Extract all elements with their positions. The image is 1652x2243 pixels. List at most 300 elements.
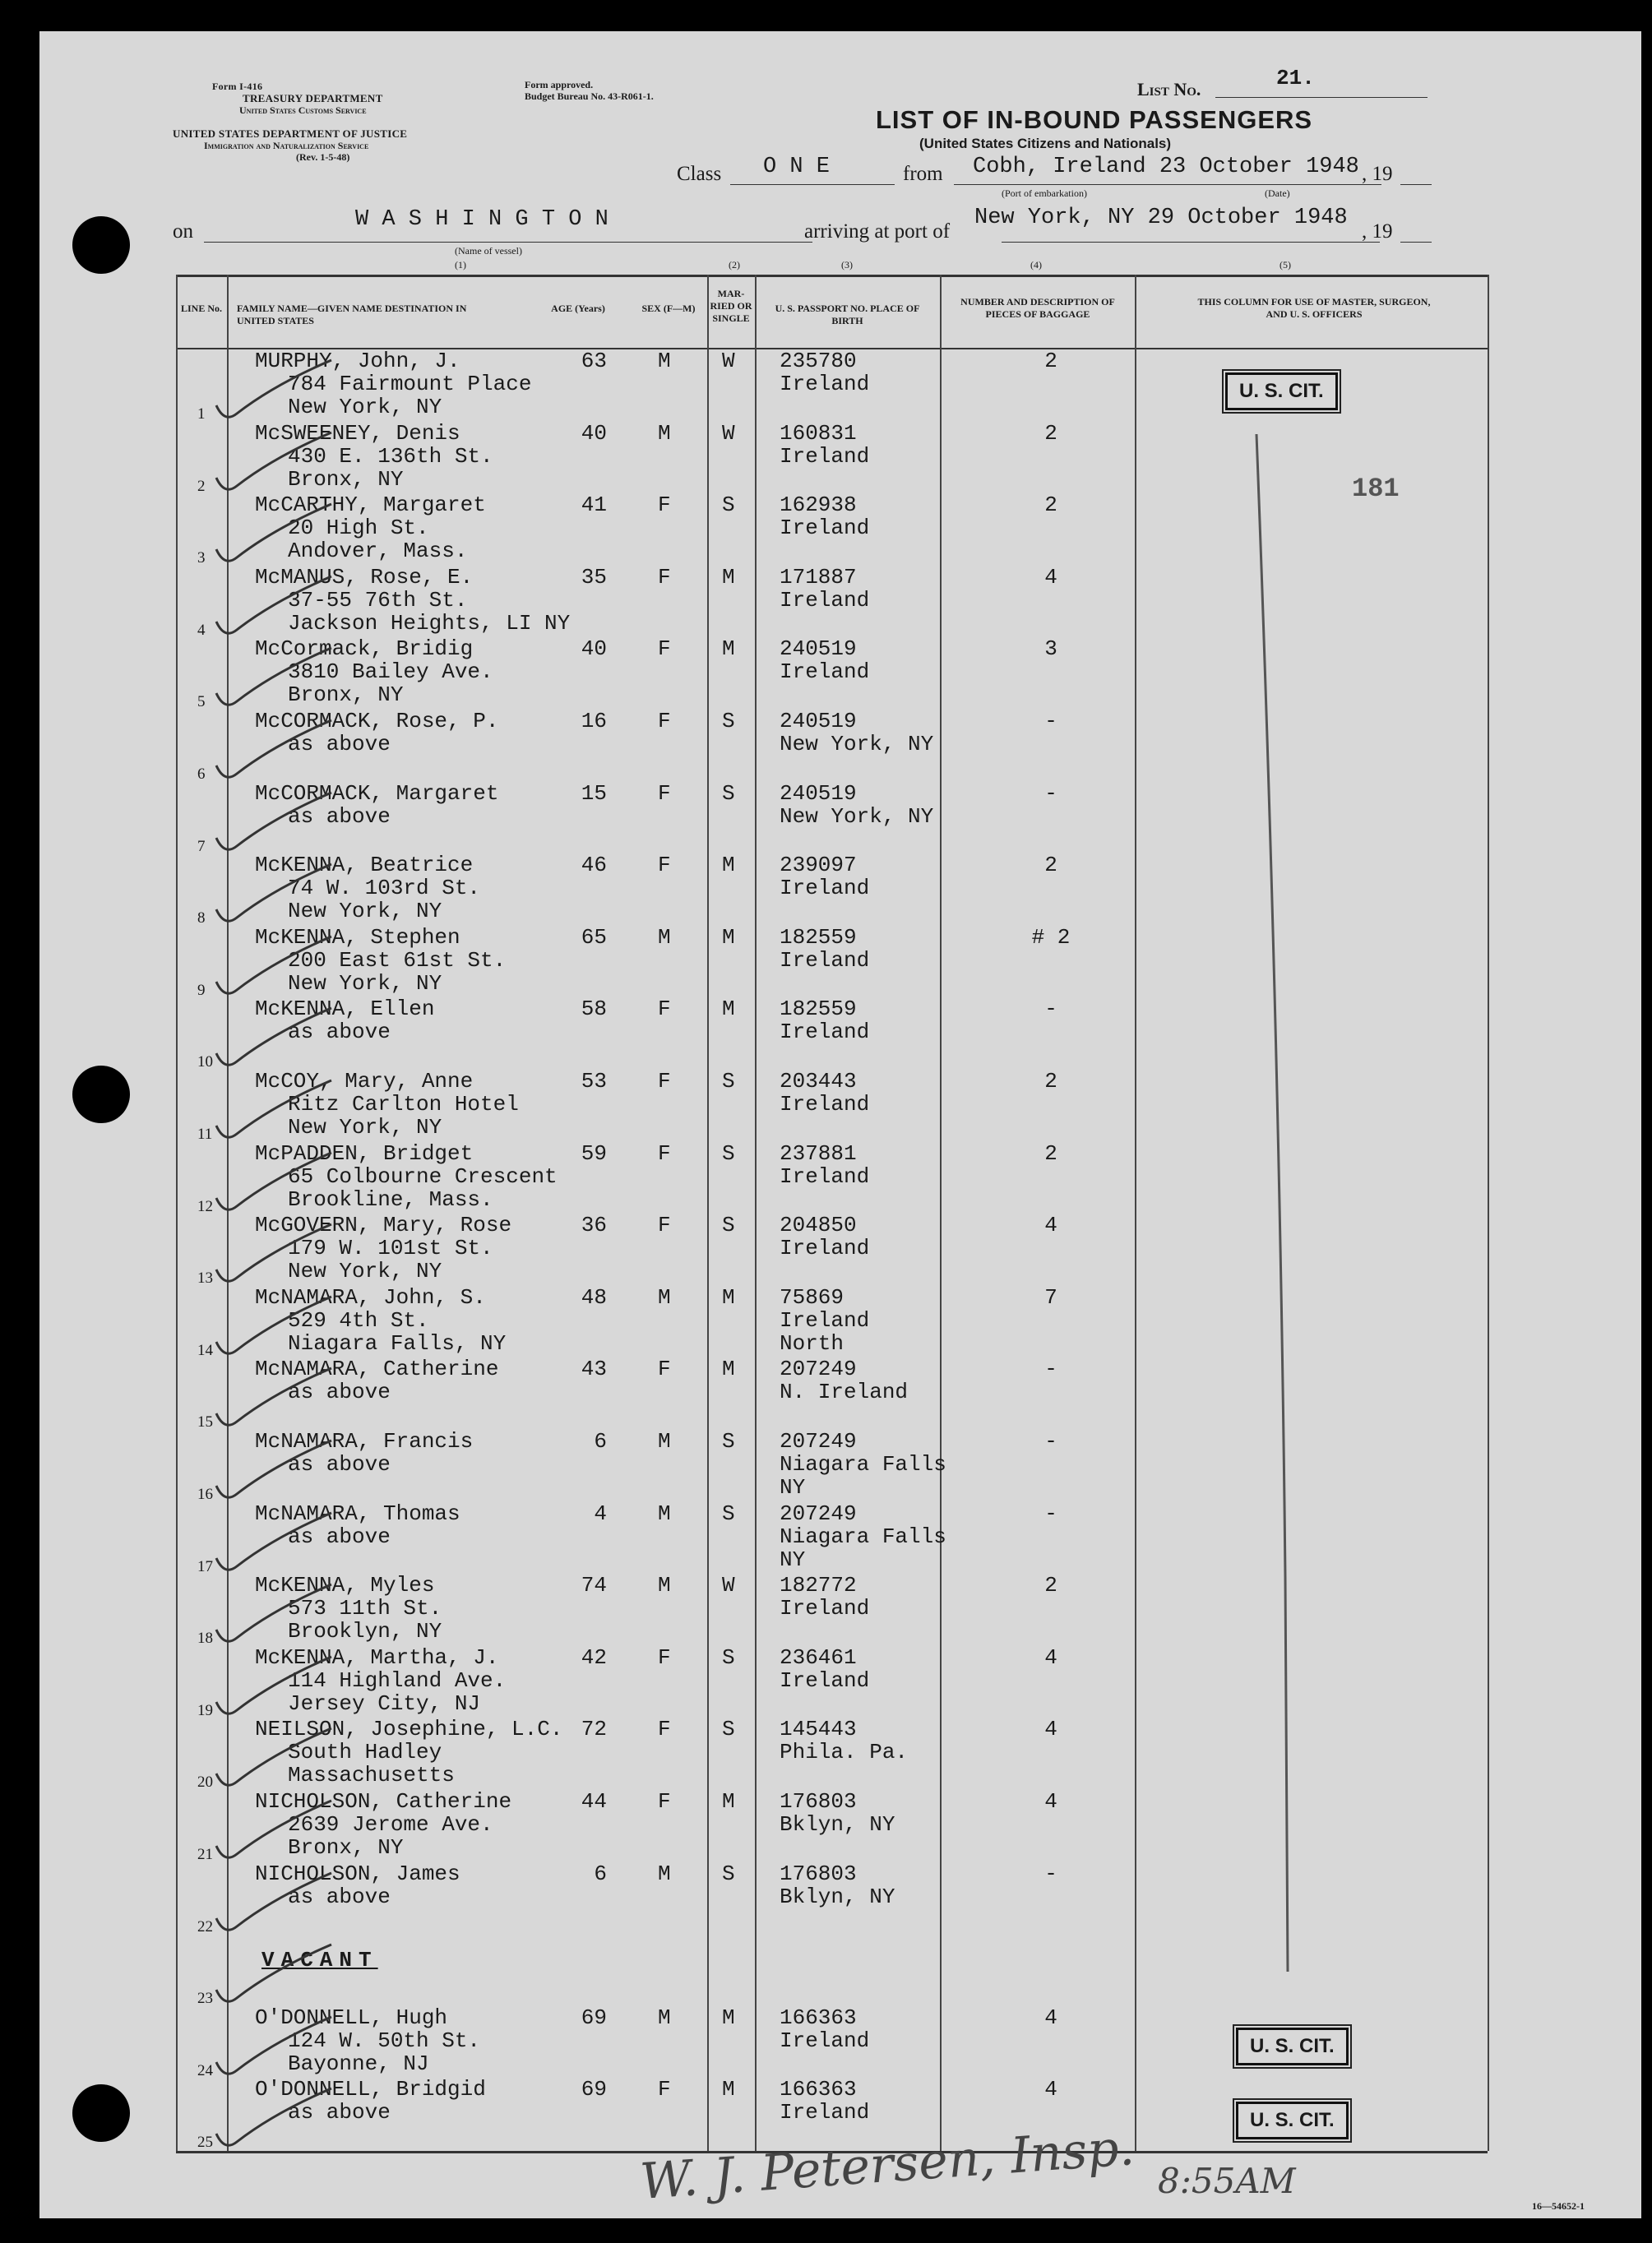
- age-value: 59: [581, 1140, 607, 1166]
- passenger-name: McCORMACK, Rose, P.: [255, 709, 499, 733]
- vessel-caption: (Name of vessel): [455, 245, 522, 257]
- baggage-count: 2: [1044, 493, 1057, 518]
- address-line-1: 784 Fairmount Place: [288, 372, 532, 396]
- age-value: 36: [581, 1213, 607, 1238]
- baggage-count: 2: [1044, 420, 1057, 446]
- sex-value: M: [658, 1429, 671, 1454]
- marital-status: M: [722, 1357, 735, 1382]
- address-line-1: 529 4th St.: [288, 1307, 429, 1333]
- check-mark-icon: [208, 500, 340, 574]
- passenger-name: McMANUS, Rose, E.: [255, 564, 474, 590]
- table-row: [39, 1068, 1641, 1143]
- address-line-2: Bronx, NY: [288, 1835, 404, 1860]
- passport-number: 176803: [780, 1861, 857, 1886]
- line-number: 16: [197, 1486, 213, 1503]
- table-row: [39, 924, 1641, 997]
- check-mark-icon: [208, 1076, 340, 1150]
- sex-value: F: [658, 1357, 671, 1382]
- col-num-2: (2): [729, 259, 740, 271]
- table-row: [39, 1501, 1641, 1573]
- line-number: 7: [197, 837, 206, 855]
- passport-number: 240519: [780, 780, 857, 806]
- table-row: [39, 852, 1641, 927]
- place-of-birth: Ireland: [780, 1092, 870, 1117]
- table-row: [39, 1788, 1641, 1861]
- check-mark-icon: [208, 572, 340, 646]
- address-line-1: as above: [288, 1524, 391, 1549]
- marital-status: M: [722, 2077, 735, 2102]
- age-value: 16: [581, 709, 607, 733]
- marital-status: S: [722, 1140, 735, 1166]
- arriving-label: arriving at port of: [804, 220, 951, 243]
- passport-number: 207249: [780, 1429, 857, 1454]
- address-line-1: as above: [288, 803, 391, 829]
- address-line-1: South Hadley: [288, 1740, 442, 1765]
- line-number: 18: [197, 1630, 213, 1648]
- sex-value: F: [658, 2077, 671, 2102]
- address-line-2: New York, NY: [288, 395, 442, 419]
- age-value: 48: [581, 1284, 607, 1310]
- line-number: 5: [197, 693, 206, 711]
- address-line-1: as above: [288, 2100, 391, 2125]
- line-number: 8: [197, 909, 206, 927]
- sex-value: F: [658, 709, 671, 733]
- immigration-service: Immigration and Naturalization Service: [204, 140, 369, 151]
- check-mark-icon: [208, 1580, 340, 1654]
- passenger-name: McNAMARA, Thomas: [255, 1501, 460, 1526]
- table-row: [39, 996, 1641, 1071]
- table-row: [39, 780, 1641, 853]
- address-line-1: 3810 Bailey Ave.: [288, 659, 493, 685]
- baggage-count: 2: [1044, 1573, 1057, 1598]
- age-value: 63: [581, 349, 607, 373]
- sex-value: F: [658, 1717, 671, 1742]
- line-number: 6: [197, 765, 206, 783]
- sex-value: M: [658, 1861, 671, 1886]
- check-mark-icon: [208, 1436, 340, 1510]
- passenger-name: NICHOLSON, James: [255, 1861, 460, 1886]
- table-row: [39, 1932, 1641, 2008]
- col-num-4: (4): [1030, 259, 1042, 271]
- table-row: [39, 1572, 1641, 1648]
- passport-number: 207249: [780, 1357, 857, 1382]
- revision: (Rev. 1-5-48): [296, 151, 350, 163]
- address-line-2: Andover, Mass.: [288, 539, 468, 564]
- passenger-name: NEILSON, Josephine, L.C.: [255, 1717, 563, 1742]
- table-row: [39, 348, 1641, 423]
- marital-status: M: [722, 2005, 735, 2030]
- marital-status: M: [722, 636, 735, 662]
- signature-time: 8:55AM: [1158, 2161, 1296, 2201]
- sex-value: F: [658, 1140, 671, 1166]
- line-number: 21: [197, 1846, 213, 1863]
- justice-dept: UNITED STATES DEPARTMENT OF JUSTICE: [173, 127, 408, 140]
- sex-value: M: [658, 924, 671, 950]
- marital-status: M: [722, 1789, 735, 1814]
- line-number: 11: [197, 1126, 213, 1143]
- line-number: 13: [197, 1269, 213, 1288]
- address-line-2: New York, NY: [288, 970, 442, 996]
- address-line-2: Brookline, Mass.: [288, 1186, 493, 1212]
- baggage-count: -: [1044, 780, 1057, 806]
- check-mark-icon: [208, 1220, 340, 1294]
- line-number: 12: [197, 1197, 213, 1215]
- punch-hole-bottom: [72, 2084, 130, 2142]
- address-line-1: 124 W. 50th St.: [288, 2028, 481, 2053]
- address-line-2: Bayonne, NJ: [288, 2051, 429, 2076]
- age-value: 65: [581, 924, 607, 950]
- passport-number: 171887: [780, 564, 857, 590]
- age-value: 74: [581, 1573, 607, 1598]
- place-of-birth: Ireland: [780, 1163, 870, 1189]
- table-row: [39, 636, 1641, 711]
- col-header-officers: THIS COLUMN FOR USE OF MASTER, SURGEON, AND U. S. OFFICERS: [1197, 296, 1431, 320]
- list-no-value: 21.: [1276, 66, 1315, 90]
- marital-status: S: [722, 709, 735, 733]
- check-mark-icon: [208, 1940, 340, 2014]
- marital-status: S: [722, 1429, 735, 1454]
- line-number: 22: [197, 1917, 213, 1935]
- place-of-birth: Ireland: [780, 1596, 870, 1621]
- marital-status: M: [722, 997, 735, 1022]
- check-mark-icon: [208, 1797, 340, 1871]
- marital-status: S: [722, 493, 735, 518]
- col-num-1: (1): [455, 259, 466, 271]
- place-of-birth: Ireland: [780, 372, 870, 396]
- table-row: [39, 2076, 1641, 2152]
- passenger-name: O'DONNELL, Bridgid: [255, 2077, 486, 2102]
- marital-status: S: [722, 1717, 735, 1742]
- baggage-count: -: [1044, 1861, 1057, 1886]
- place-of-birth: Ireland: [780, 947, 870, 973]
- place-of-birth: Ireland: [780, 516, 870, 541]
- age-value: 35: [581, 564, 607, 590]
- address-line-2: New York, NY: [288, 899, 442, 924]
- line-number: 23: [197, 1990, 213, 2008]
- sex-value: M: [658, 420, 671, 446]
- sex-value: M: [658, 1284, 671, 1310]
- age-value: 40: [581, 420, 607, 446]
- baggage-count: 4: [1044, 1644, 1057, 1670]
- passport-number: 237881: [780, 1140, 857, 1166]
- passport-number: 203443: [780, 1069, 857, 1094]
- vacant-label: VACANT: [261, 1948, 378, 1973]
- baggage-count: 4: [1044, 1789, 1057, 1814]
- margin-number: 181: [1352, 474, 1400, 504]
- passport-number: 145443: [780, 1717, 857, 1742]
- age-value: 43: [581, 1357, 607, 1382]
- sex-value: F: [658, 564, 671, 590]
- port-embark-caption: (Port of embarkation): [1002, 187, 1087, 199]
- place-of-birth: Ireland: [780, 876, 870, 901]
- address-line-2: Massachusetts: [288, 1763, 455, 1788]
- address-line-1: 65 Colbourne Crescent: [288, 1163, 558, 1189]
- address-line-2: Bronx, NY: [288, 682, 404, 708]
- passport-number: 75869: [780, 1284, 845, 1310]
- check-mark-icon: [208, 1869, 340, 1943]
- passenger-name: McKENNA, Beatrice: [255, 853, 474, 878]
- punch-hole-middle: [72, 1066, 130, 1123]
- line-number: 15: [197, 1413, 213, 1431]
- marital-status: S: [722, 1644, 735, 1670]
- passport-number: 240519: [780, 636, 857, 662]
- passport-number: 204850: [780, 1213, 857, 1238]
- table-row: [39, 1861, 1641, 1933]
- sex-value: F: [658, 997, 671, 1022]
- marital-status: S: [722, 1069, 735, 1094]
- passenger-name: McCORMACK, Margaret: [255, 780, 499, 806]
- address-line-1: 74 W. 103rd St.: [288, 876, 481, 901]
- age-value: 6: [594, 1861, 607, 1886]
- age-value: 42: [581, 1644, 607, 1670]
- line-number: 14: [197, 1341, 213, 1359]
- check-mark-icon: [208, 716, 340, 790]
- line-number: 1: [197, 405, 206, 423]
- table-row: [39, 1212, 1641, 1288]
- address-line-1: as above: [288, 1884, 391, 1909]
- age-value: 6: [594, 1429, 607, 1454]
- line-number: 4: [197, 621, 206, 639]
- marital-status: M: [722, 924, 735, 950]
- marital-status: M: [722, 564, 735, 590]
- address-line-1: Ritz Carlton Hotel: [288, 1092, 519, 1117]
- line-number: 9: [197, 981, 206, 999]
- passport-number: 166363: [780, 2077, 857, 2102]
- check-mark-icon: [208, 860, 340, 934]
- table-row: [39, 564, 1641, 639]
- year-suffix-1: , 19: [1362, 163, 1393, 185]
- place-of-birth: Bklyn, NY: [780, 1812, 895, 1837]
- passenger-name: McNAMARA, Catherine: [255, 1357, 499, 1382]
- col-num-5: (5): [1279, 259, 1291, 271]
- place-of-birth: Niagara Falls: [780, 1452, 946, 1477]
- passport-number: 182559: [780, 924, 857, 950]
- baggage-count: -: [1044, 1501, 1057, 1526]
- budget-bureau: Budget Bureau No. 43-R061-1.: [525, 90, 654, 102]
- address-line-2: New York, NY: [288, 1259, 442, 1284]
- us-cit-stamp: U. S. CIT.: [1236, 2102, 1349, 2139]
- table-row: [39, 420, 1641, 493]
- age-value: 53: [581, 1069, 607, 1094]
- baggage-count: 4: [1044, 564, 1057, 590]
- address-line-1: as above: [288, 732, 391, 756]
- passport-number: 176803: [780, 1789, 857, 1814]
- marital-status: S: [722, 780, 735, 806]
- place-of-birth: Ireland: [780, 2028, 870, 2053]
- place-of-birth: Ireland: [780, 1020, 870, 1045]
- passenger-name: McKENNA, Myles: [255, 1573, 435, 1598]
- check-mark-icon: [208, 789, 340, 863]
- address-line-2: Jackson Heights, LI NY: [288, 610, 571, 636]
- check-mark-icon: [208, 1149, 340, 1223]
- vessel-name: W A S H I N G T O N: [355, 207, 609, 232]
- passport-number: 166363: [780, 2005, 857, 2030]
- place-of-birth: Ireland: [780, 1307, 870, 1333]
- table-row: [39, 1284, 1641, 1357]
- from-value: Cobh, Ireland 23 October 1948: [973, 155, 1359, 179]
- baggage-count: # 2: [1031, 924, 1071, 950]
- passenger-name: McNAMARA, John, S.: [255, 1284, 486, 1310]
- check-mark-icon: [208, 1509, 340, 1583]
- age-value: 4: [594, 1501, 607, 1526]
- baggage-count: 4: [1044, 2005, 1057, 2030]
- passport-number: 236461: [780, 1644, 857, 1670]
- place-of-birth: Ireland: [780, 1236, 870, 1261]
- age-value: 72: [581, 1717, 607, 1742]
- year-suffix-2: , 19: [1362, 220, 1393, 243]
- sex-value: F: [658, 853, 671, 878]
- table-row: [39, 2005, 1641, 2077]
- place-of-birth: Ireland: [780, 443, 870, 469]
- baggage-count: 4: [1044, 1213, 1057, 1238]
- passport-number: 160831: [780, 420, 857, 446]
- baggage-count: 4: [1044, 2077, 1057, 2102]
- sex-value: F: [658, 780, 671, 806]
- col-header-age: AGE (Years): [551, 303, 605, 314]
- treasury-dept: TREASURY DEPARTMENT: [243, 92, 383, 104]
- marital-status: M: [722, 853, 735, 878]
- col-header-married: MAR-RIED OR SINGLE: [710, 288, 752, 324]
- place-of-birth: Ireland: [780, 2100, 870, 2125]
- address-line-1: 114 Highland Ave.: [288, 1667, 507, 1693]
- punch-hole-top: [72, 216, 130, 274]
- address-line-1: as above: [288, 1020, 391, 1045]
- check-mark-icon: [208, 932, 340, 1006]
- class-label: Class: [677, 163, 722, 185]
- age-value: 69: [581, 2005, 607, 2030]
- place-of-birth-2: North: [780, 1330, 845, 1356]
- form-code: 16—54652-1: [1532, 2200, 1585, 2212]
- baggage-count: 2: [1044, 349, 1057, 373]
- passport-number: 182559: [780, 997, 857, 1022]
- passenger-name: McCormack, Bridig: [255, 636, 474, 662]
- baggage-count: 7: [1044, 1284, 1057, 1310]
- page-title: LIST OF IN-BOUND PASSENGERS: [876, 105, 1313, 134]
- table-row: [39, 1716, 1641, 1792]
- col-num-3: (3): [841, 259, 853, 271]
- col-header-line-no: LINE No.: [180, 303, 222, 314]
- check-mark-icon: [208, 1364, 340, 1438]
- address-line-1: as above: [288, 1452, 391, 1477]
- address-line-1: 37-55 76th St.: [288, 587, 468, 613]
- passport-number: 207249: [780, 1501, 857, 1526]
- sex-value: F: [658, 1789, 671, 1814]
- passenger-name: McSWEENEY, Denis: [255, 420, 460, 446]
- marital-status: W: [722, 420, 735, 446]
- line-number: 2: [197, 477, 206, 495]
- passenger-name: McKENNA, Stephen: [255, 924, 460, 950]
- passenger-name: O'DONNELL, Hugh: [255, 2005, 448, 2030]
- passenger-name: McCARTHY, Margaret: [255, 493, 486, 518]
- marital-status: W: [722, 349, 735, 373]
- passenger-name: McPADDEN, Bridget: [255, 1140, 474, 1166]
- col-header-name: FAMILY NAME—GIVEN NAME DESTINATION IN UNITED STATES: [237, 303, 467, 326]
- address-line-1: 179 W. 101st St.: [288, 1236, 493, 1261]
- sex-value: M: [658, 1573, 671, 1598]
- list-no-label: List No.: [1137, 79, 1201, 99]
- line-number: 17: [197, 1557, 213, 1575]
- col-header-baggage: NUMBER AND DESCRIPTION OF PIECES OF BAGGAGE: [960, 296, 1115, 320]
- table-top-rule: [176, 275, 1488, 277]
- marital-status: M: [722, 1284, 735, 1310]
- us-cit-stamp: U. S. CIT.: [1236, 2028, 1349, 2065]
- table-row: [39, 1644, 1641, 1717]
- page-subtitle: (United States Citizens and Nationals): [919, 136, 1172, 151]
- address-line-2: Bronx, NY: [288, 466, 404, 492]
- us-cit-stamp: U. S. CIT.: [1225, 372, 1338, 410]
- passenger-name: McCOY, Mary, Anne: [255, 1069, 474, 1094]
- passport-number: 235780: [780, 349, 857, 373]
- manifest-page: [39, 31, 1641, 2218]
- passenger-name: MURPHY, John, J.: [255, 349, 460, 373]
- check-mark-icon: [208, 644, 340, 718]
- place-of-birth-2: NY: [780, 1475, 806, 1500]
- table-row: [39, 1428, 1641, 1501]
- baggage-count: -: [1044, 997, 1057, 1022]
- passenger-name: McGOVERN, Mary, Rose: [255, 1213, 512, 1238]
- table-row: [39, 708, 1641, 783]
- passport-number: 239097: [780, 853, 857, 878]
- place-of-birth: New York, NY: [780, 803, 934, 829]
- arrival-value: New York, NY 29 October 1948: [974, 206, 1348, 230]
- on-label: on: [173, 220, 193, 243]
- sex-value: F: [658, 493, 671, 518]
- check-mark-icon: [208, 356, 340, 430]
- baggage-count: 2: [1044, 1140, 1057, 1166]
- form-number: Form I-416: [212, 81, 263, 92]
- pencil-line: [1191, 426, 1355, 1988]
- line-number: 10: [197, 1053, 213, 1071]
- marital-status: W: [722, 1573, 735, 1598]
- check-mark-icon: [208, 1293, 340, 1367]
- age-value: 44: [581, 1789, 607, 1814]
- baggage-count: -: [1044, 1429, 1057, 1454]
- baggage-count: 4: [1044, 1717, 1057, 1742]
- form-approved: Form approved.: [525, 79, 594, 90]
- passenger-name: McNAMARA, Francis: [255, 1429, 474, 1454]
- check-mark-icon: [208, 2084, 340, 2158]
- from-label: from: [903, 163, 943, 185]
- check-mark-icon: [208, 1653, 340, 1727]
- check-mark-icon: [208, 428, 340, 502]
- sex-value: F: [658, 1213, 671, 1238]
- passport-number: 182772: [780, 1573, 857, 1598]
- sex-value: M: [658, 1501, 671, 1526]
- age-value: 69: [581, 2077, 607, 2102]
- place-of-birth: Ireland: [780, 659, 870, 685]
- age-value: 41: [581, 493, 607, 518]
- address-line-1: as above: [288, 1380, 391, 1405]
- baggage-count: -: [1044, 1357, 1057, 1382]
- class-value: O N E: [763, 155, 831, 179]
- line-number: 19: [197, 1701, 213, 1719]
- line-number: 3: [197, 549, 206, 567]
- inspector-signature: W. J. Petersen, Insp.: [638, 2119, 1136, 2211]
- place-of-birth: Niagara Falls: [780, 1524, 946, 1549]
- age-value: 40: [581, 636, 607, 662]
- address-line-2: Niagara Falls, NY: [288, 1330, 507, 1356]
- passenger-name: McKENNA, Ellen: [255, 997, 435, 1022]
- line-number: 25: [197, 2134, 213, 2152]
- sex-value: F: [658, 1644, 671, 1670]
- check-mark-icon: [208, 2013, 340, 2087]
- age-value: 58: [581, 997, 607, 1022]
- customs-service: United States Customs Service: [239, 104, 367, 116]
- line-number: 20: [197, 1774, 213, 1792]
- sex-value: F: [658, 636, 671, 662]
- address-line-1: 430 E. 136th St.: [288, 443, 493, 469]
- address-line-1: 2639 Jerome Ave.: [288, 1812, 493, 1837]
